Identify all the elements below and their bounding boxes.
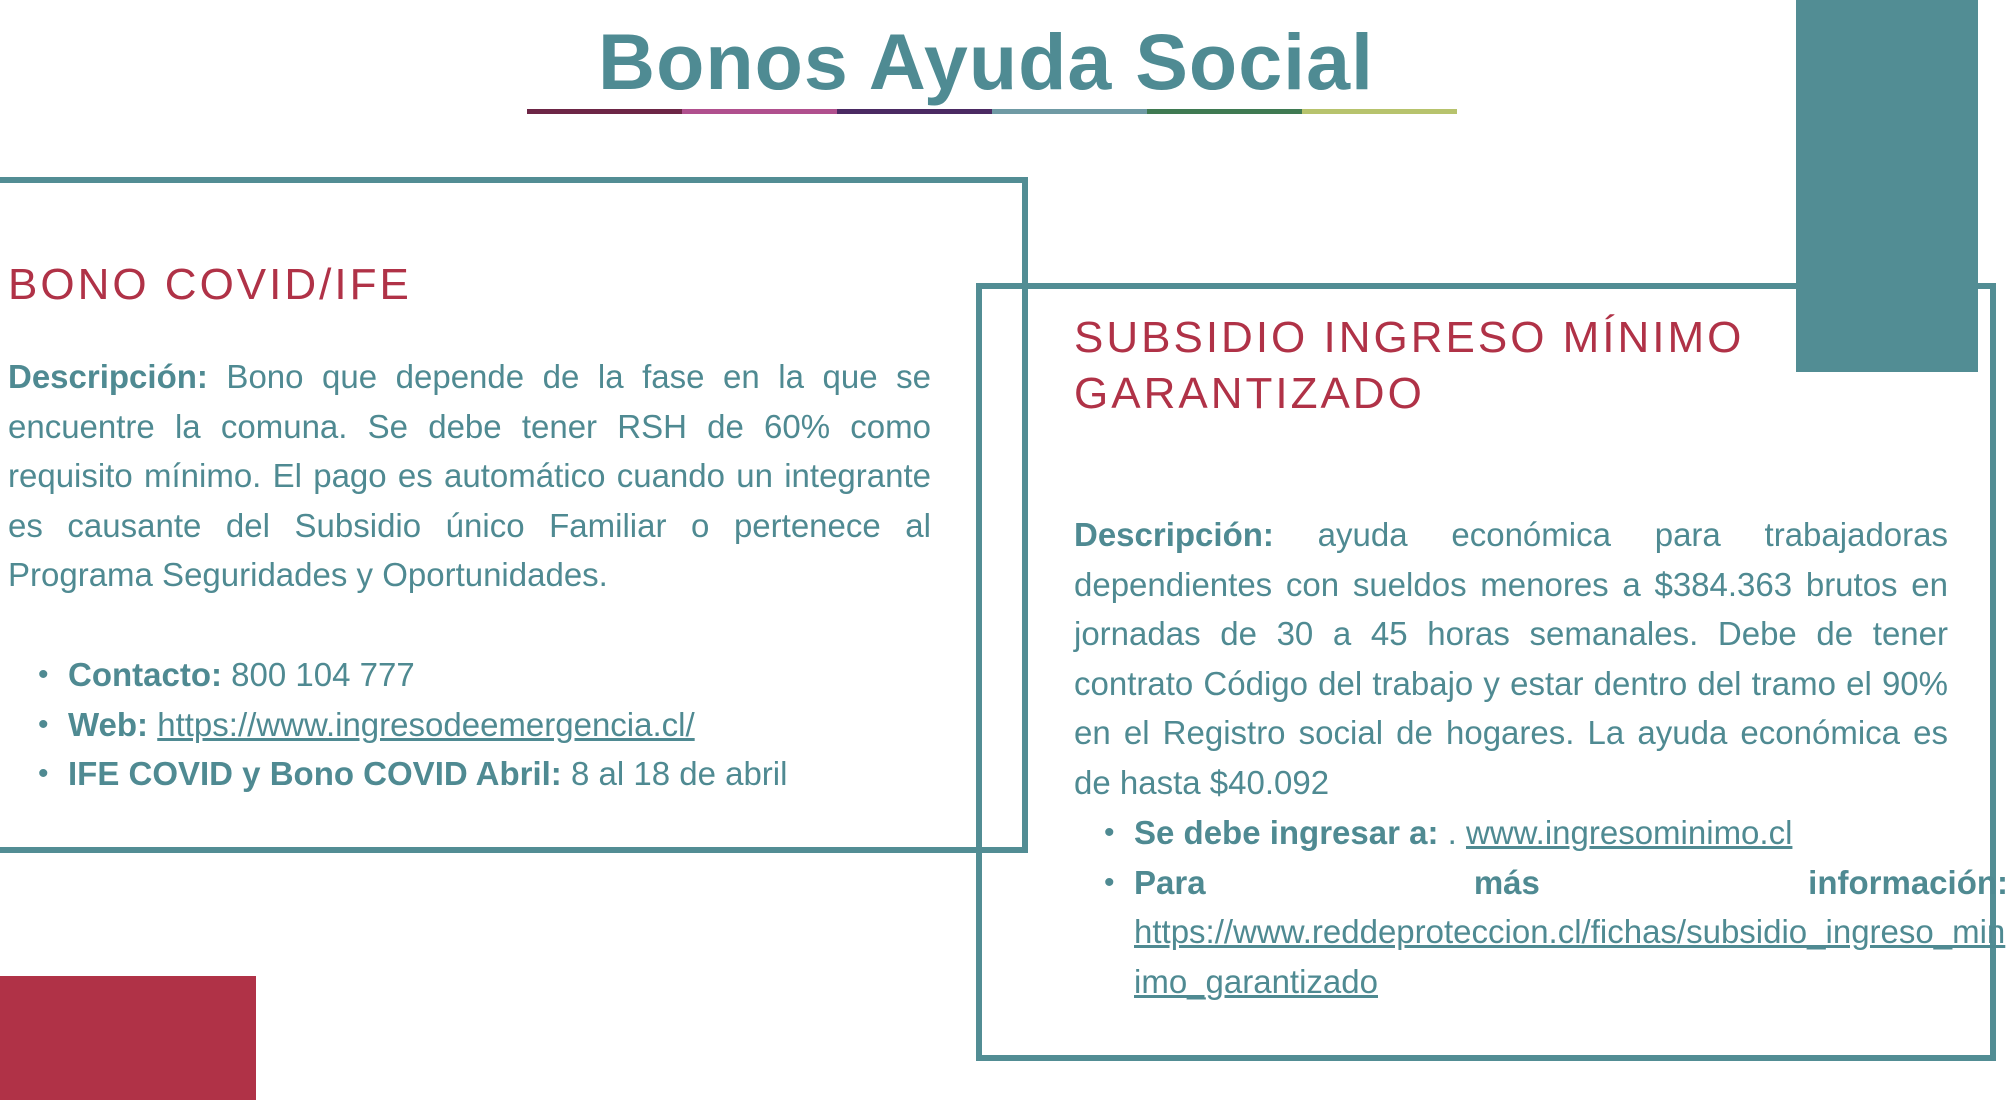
red-proteccion-link[interactable]: https://www.reddeproteccion.cl/fichas/subsidio_ingreso_minimo_garantizado <box>1134 913 2006 1000</box>
web-label: Web: <box>68 705 149 743</box>
ingreso-emergencia-link[interactable]: https://www.ingresodeemergencia.cl/ <box>157 705 695 743</box>
ingresar-prefix: . <box>1438 814 1466 851</box>
ife-dates-label: IFE COVID y Bono COVID Abril: <box>68 755 562 793</box>
contact-value: 800 104 777 <box>221 656 415 693</box>
description-label: Descripción: <box>8 358 208 395</box>
description-label: Descripción: <box>1074 516 1274 553</box>
ife-dates-value: 8 al 18 de abril <box>561 755 788 793</box>
ingresar-label: Se debe ingresar a: <box>1134 814 1439 851</box>
underline-segment <box>1302 109 1457 114</box>
underline-segment <box>527 109 682 114</box>
subsidio-heading-line2: GARANTIZADO <box>1074 369 1425 418</box>
subsidio-description <box>1074 510 1948 808</box>
list-item <box>68 700 968 750</box>
more-info-word: más <box>1473 863 1540 901</box>
more-info-word: información: <box>1808 863 2008 901</box>
list-item <box>68 749 968 799</box>
more-info-word: • Para <box>1134 863 1206 901</box>
description-text: ayuda económica para trabajadoras dependientes con sueldos menores a $384.363 brutos en jornadas de 30 a 45 horas semanales. Debe de tener contrato Código del trabajo y estar dentro del tramo el 90% en el Registro social de hogares. La ayuda económica es de hasta $40.092 <box>1074 516 1948 801</box>
list-item <box>1134 808 2008 858</box>
list-item <box>1134 858 2008 1007</box>
subsidio-heading-line1: SUBSIDIO INGRESO MÍNIMO <box>1074 313 1745 362</box>
page-title: Bonos Ayuda Social <box>598 17 1374 106</box>
description-text: Bono que depende de la fase en la que se encuentre la comuna. Se debe tener RSH de 60% como requisito mínimo. El pago es automático cuando un integrante es causante del Subsidio único Familiar o pertenece al Programa Seguridades y Oportunidades. <box>8 358 931 594</box>
bono-covid-description <box>8 352 931 600</box>
list-item <box>68 650 968 700</box>
title-underline <box>527 109 1457 114</box>
subsidio-heading <box>1074 310 1744 422</box>
more-info-label <box>1134 858 2008 908</box>
subsidio-list <box>1074 808 2008 1006</box>
bono-covid-heading: BONO COVID/IFE <box>8 260 412 309</box>
underline-segment <box>837 109 992 114</box>
bono-covid-list <box>8 650 968 799</box>
decorative-red-block <box>0 976 256 1100</box>
underline-segment <box>1147 109 1302 114</box>
ingreso-minimo-link[interactable]: www.ingresominimo.cl <box>1465 814 1793 851</box>
underline-segment <box>992 109 1147 114</box>
underline-segment <box>682 109 837 114</box>
contact-label: Contacto: <box>68 656 222 693</box>
